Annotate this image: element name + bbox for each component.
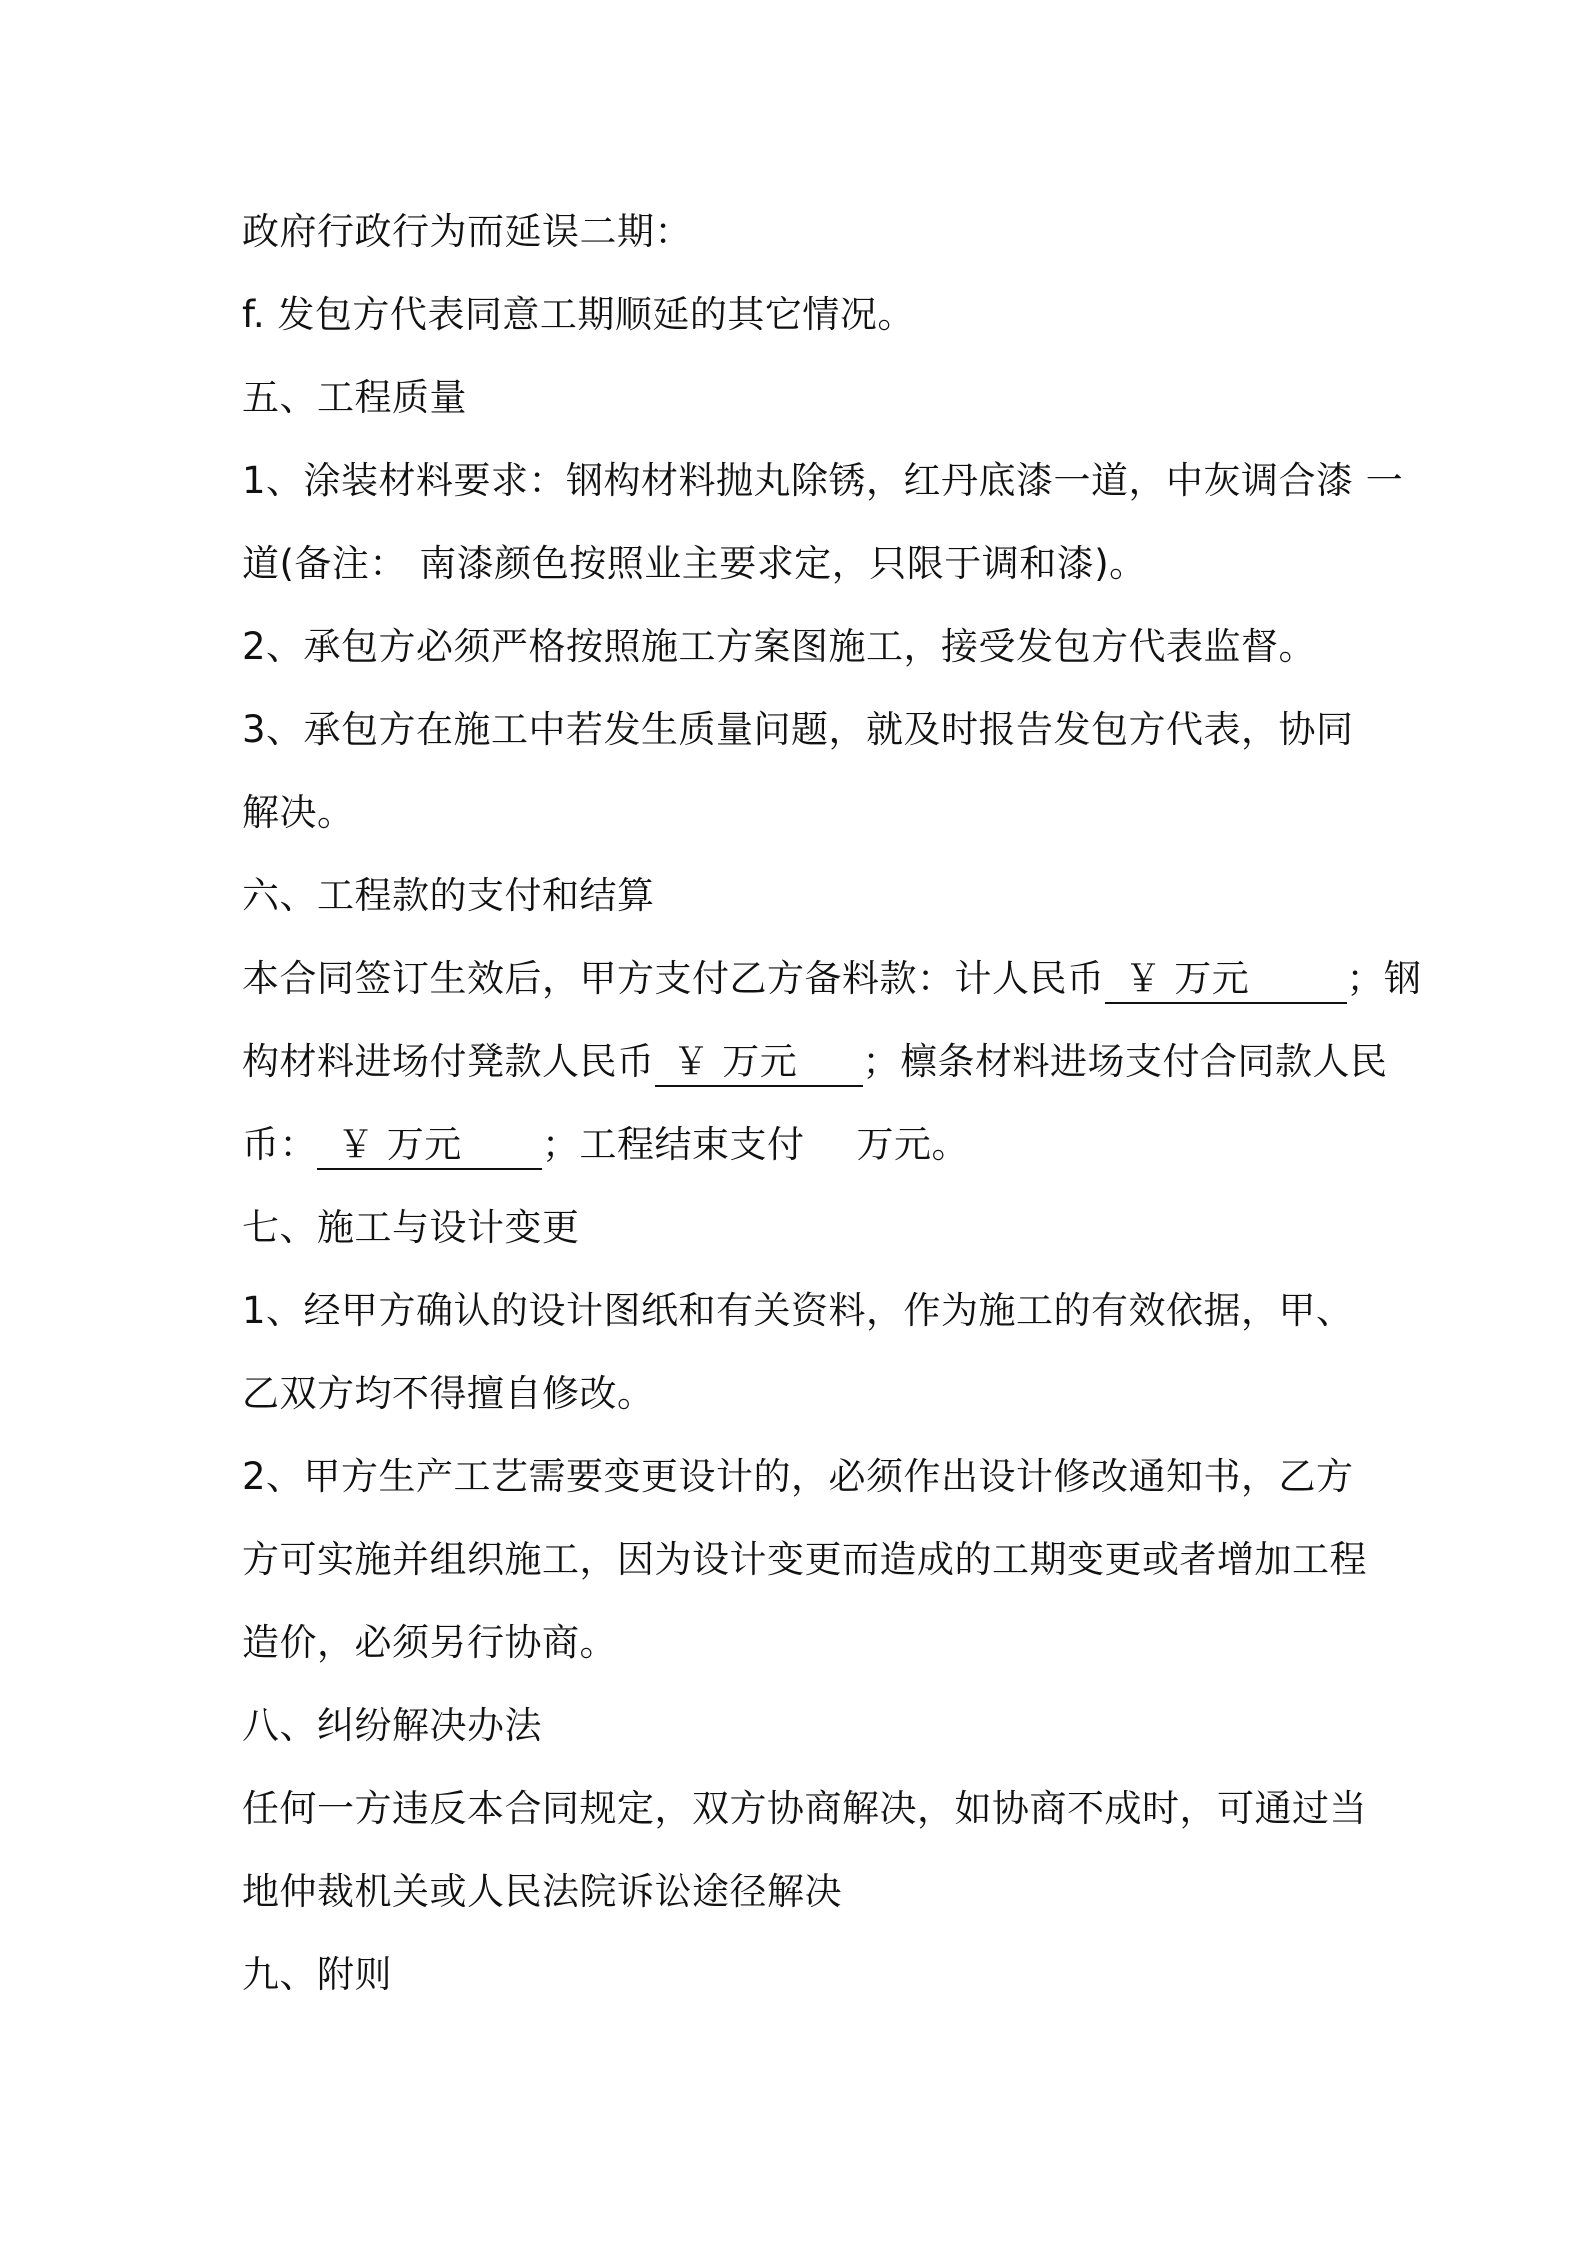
section-heading-5: 五、工程质量 <box>242 376 467 419</box>
payment-line-1 <box>242 954 1422 1004</box>
section-heading-8: 八、纠纷解决办法 <box>242 1704 542 1747</box>
text-line: 乙双方均不得擅自修改。 <box>242 1372 655 1415</box>
payment-text: 本合同签订生效后，甲方支付乙方备料款：计人民币 <box>242 957 1105 1000</box>
text-line: 2、承包方必须严格按照施工方案图施工，接受发包方代表监督。 <box>242 625 1317 668</box>
text-line: 造价，必须另行协商。 <box>242 1621 617 1664</box>
payment-line-3 <box>242 1120 969 1170</box>
text-line: 2、甲方生产工艺需要变更设计的，必须作出设计修改通知书，乙方 <box>242 1455 1354 1498</box>
amount-blank: ￥ 万元 <box>655 1039 863 1087</box>
text-line: 1、经甲方确认的设计图纸和有关资料，作为施工的有效依据，甲、 <box>242 1289 1354 1332</box>
text-line: 方可实施并组织施工，因为设计变更而造成的工期变更或者增加工程 <box>242 1538 1367 1581</box>
payment-text: ；工程结束支付 <box>542 1123 805 1166</box>
text-line: 1、涂装材料要求：钢构材料抛丸除锈，红丹底漆一道，中灰调合漆 一 <box>242 459 1404 502</box>
payment-text: 构材料进场付凳款人民币 <box>242 1040 655 1083</box>
text-line: 道(备注： 南漆颜色按照业主要求定，只限于调和漆)。 <box>242 542 1147 585</box>
payment-text: 万元。 <box>856 1123 969 1166</box>
text-line: f. 发包方代表同意工期顺延的其它情况。 <box>242 293 915 336</box>
amount-blank: ￥ 万元 <box>1105 956 1347 1004</box>
text-line: 3、承包方在施工中若发生质量问题，就及时报告发包方代表，协同 <box>242 708 1354 751</box>
text-line: 任何一方违反本合同规定，双方协商解决，如协商不成时，可通过当 <box>242 1787 1367 1830</box>
section-heading-6: 六、工程款的支付和结算 <box>242 874 655 917</box>
section-heading-7: 七、施工与设计变更 <box>242 1206 580 1249</box>
text-line: 解决。 <box>242 791 355 834</box>
section-heading-9: 九、附则 <box>242 1953 392 1996</box>
payment-text: ；檩条材料进场支付合同款人民 <box>862 1040 1388 1083</box>
amount-blank: ￥ 万元 <box>317 1122 542 1170</box>
payment-text: 币： <box>242 1123 317 1166</box>
text-line: 地仲裁机关或人民法院诉讼途径解决 <box>242 1870 842 1913</box>
payment-text: ；钢 <box>1346 957 1422 1000</box>
payment-line-2 <box>242 1037 1388 1087</box>
text-line: 政府行政行为而延误二期： <box>242 210 692 253</box>
